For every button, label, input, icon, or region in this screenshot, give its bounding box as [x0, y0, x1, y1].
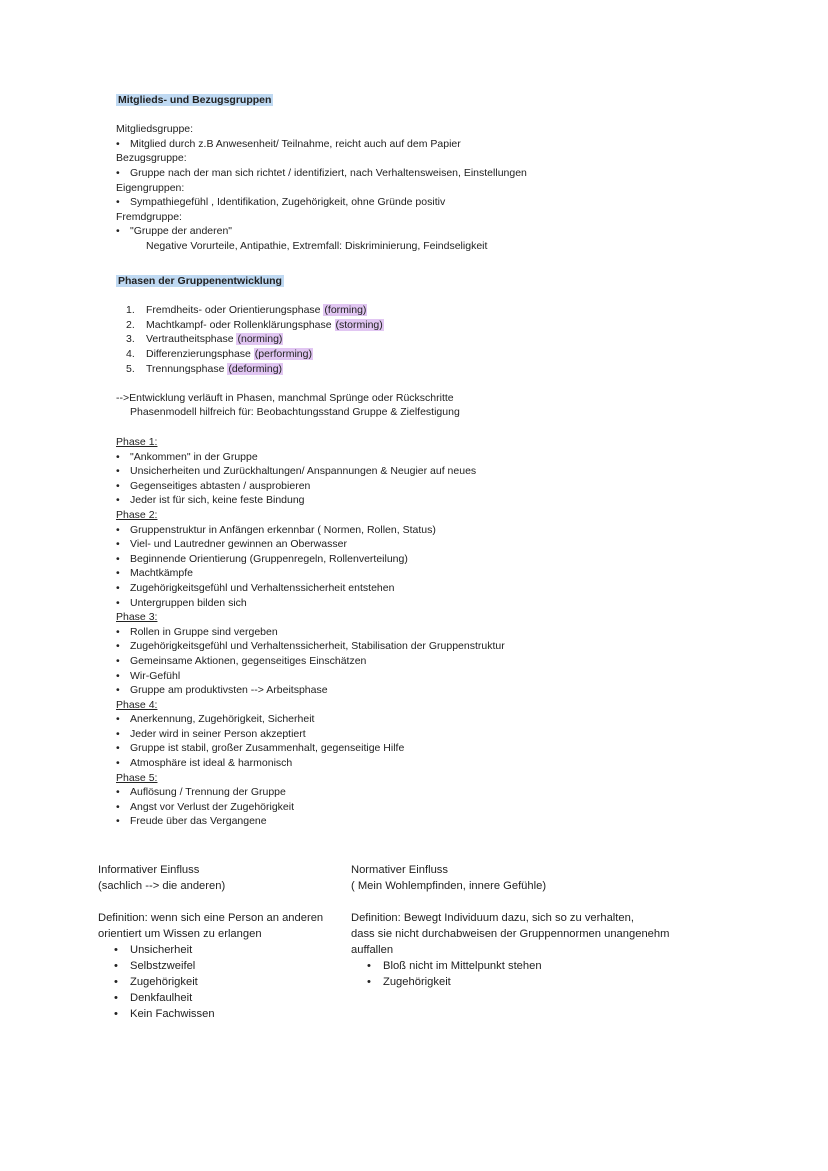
- list-item: • Machtkämpfe: [116, 566, 756, 581]
- list-item: • Gemeinsame Aktionen, gegenseitiges Einschätzen: [116, 654, 756, 669]
- list-item: • Wir-Gefühl: [116, 669, 756, 684]
- list-item: • Jeder ist für sich, keine feste Bindung: [116, 493, 756, 508]
- term-label: Fremdgruppe:: [116, 210, 182, 223]
- list-item: • Gruppenstruktur in Anfängen erkennbar ( Normen, Rollen, Status): [116, 523, 756, 538]
- list-item: • Zugehörigkeit: [98, 974, 438, 990]
- phase-title: Phase 3:: [116, 611, 158, 624]
- term-label: Mitgliedsgruppe:: [116, 123, 194, 136]
- list-item: • Jeder wird in seiner Person akzeptiert: [116, 727, 756, 742]
- column-subtitle: ( Mein Wohlempfinden, innere Gefühle): [351, 880, 547, 892]
- column-title: Informativer Einfluss: [98, 864, 200, 876]
- section-mitglieds: [116, 93, 756, 254]
- list-item: • Angst vor Verlust der Zugehörigkeit: [116, 800, 756, 815]
- list-item: • Gruppe nach der man sich richtet / identifiziert, nach Verhaltensweisen, Einstellungen: [116, 166, 756, 181]
- list-item: • Zugehörigkeitsgefühl und Verhaltenssicherheit, Stabilisation der Gruppenstruktur: [116, 639, 756, 654]
- list-item: • Kein Fachwissen: [98, 1006, 438, 1022]
- list-item: • Unsicherheiten und Zurückhaltungen/ Anspannungen & Neugier auf neues: [116, 464, 756, 479]
- section-phase-details: [116, 435, 756, 829]
- term-label: Eigengruppen:: [116, 181, 185, 194]
- phase-tag: (forming): [324, 304, 367, 317]
- numbered-item: 3. Vertrautheitsphase (norming): [126, 333, 283, 346]
- list-item: • Denkfaulheit: [98, 990, 438, 1006]
- list-item: • Anerkennung, Zugehörigkeit, Sicherheit: [116, 712, 756, 727]
- list-item: • Mitglied durch z.B Anwesenheit/ Teilnahme, reicht auch auf dem Papier: [116, 137, 756, 152]
- column-subtitle: (sachlich --> die anderen): [98, 880, 226, 892]
- list-item: • Atmosphäre ist ideal & harmonisch: [116, 756, 756, 771]
- phase-tag: (performing): [254, 347, 312, 360]
- list-item: • "Ankommen" in der Gruppe: [116, 450, 756, 465]
- section-phasen: [116, 274, 756, 420]
- term-label: Bezugsgruppe:: [116, 152, 187, 165]
- list-item-detail: Negative Vorurteile, Antipathie, Extremfall: Diskriminierung, Feindseligkeit: [146, 239, 488, 252]
- section-heading: Mitglieds- und Bezugsgruppen: [118, 94, 272, 106]
- definition-line: Definition: wenn sich eine Person an anderen: [98, 912, 324, 924]
- list-item: • Beginnende Orientierung (Gruppenregeln, Rollenverteilung): [116, 552, 756, 567]
- list-item: • Auflösung / Trennung der Gruppe: [116, 785, 756, 800]
- numbered-item: 1. Fremdheits- oder Orientierungsphase (forming): [126, 304, 367, 317]
- definition-line: auffallen: [351, 944, 394, 956]
- phase-tag: (storming): [335, 318, 383, 331]
- list-item: • Viel- und Lautredner gewinnen an Oberwasser: [116, 537, 756, 552]
- list-item: • "Gruppe der anderen": [116, 224, 756, 239]
- note-line: -->Entwicklung verläuft in Phasen, manchmal Sprünge oder Rückschritte: [116, 391, 454, 404]
- phase-title: Phase 5:: [116, 771, 158, 784]
- list-item: • Rollen in Gruppe sind vergeben: [116, 625, 756, 640]
- column-title: Normativer Einfluss: [351, 864, 448, 876]
- numbered-item: 4. Differenzierungsphase (performing): [126, 347, 312, 360]
- list-item: • Bloß nicht im Mittelpunkt stehen: [351, 958, 691, 974]
- list-item: • Untergruppen bilden sich: [116, 596, 756, 611]
- definition-line: Definition: Bewegt Individuum dazu, sich so zu verhalten,: [351, 912, 634, 924]
- list-item: • Unsicherheit: [98, 942, 438, 958]
- list-item: • Gegenseitiges abtasten / ausprobieren: [116, 479, 756, 494]
- list-item: • Gruppe am produktivsten --> Arbeitsphase: [116, 683, 756, 698]
- definition-line: dass sie nicht durchabweisen der Gruppennormen unangenehm: [351, 928, 670, 940]
- list-item: • Selbstzweifel: [98, 958, 438, 974]
- list-item: • Freude über das Vergangene: [116, 814, 756, 829]
- normativer-einfluss-column: [351, 862, 691, 990]
- section-heading: Phasen der Gruppenentwicklung: [118, 275, 282, 287]
- phase-title: Phase 1:: [116, 436, 158, 448]
- list-item: • Zugehörigkeitsgefühl und Verhaltenssicherheit entstehen: [116, 581, 756, 596]
- phase-tag: (deforming): [228, 362, 283, 375]
- numbered-item: 2. Machtkampf- oder Rollenklärungsphase (storming): [126, 318, 383, 331]
- definition-line: orientiert um Wissen zu erlangen: [98, 928, 262, 940]
- phase-title: Phase 2:: [116, 508, 158, 521]
- list-item: • Sympathiegefühl , Identifikation, Zugehörigkeit, ohne Gründe positiv: [116, 195, 756, 210]
- phase-tag: (norming): [237, 333, 283, 346]
- list-item: • Zugehörigkeit: [351, 974, 691, 990]
- list-item: • Gruppe ist stabil, großer Zusammenhalt, gegenseitige Hilfe: [116, 741, 756, 756]
- numbered-item: 5. Trennungsphase (deforming): [126, 362, 283, 375]
- phase-title: Phase 4:: [116, 698, 158, 711]
- note-line: Phasenmodell hilfreich für: Beobachtungsstand Gruppe & Zielfestigung: [130, 406, 460, 419]
